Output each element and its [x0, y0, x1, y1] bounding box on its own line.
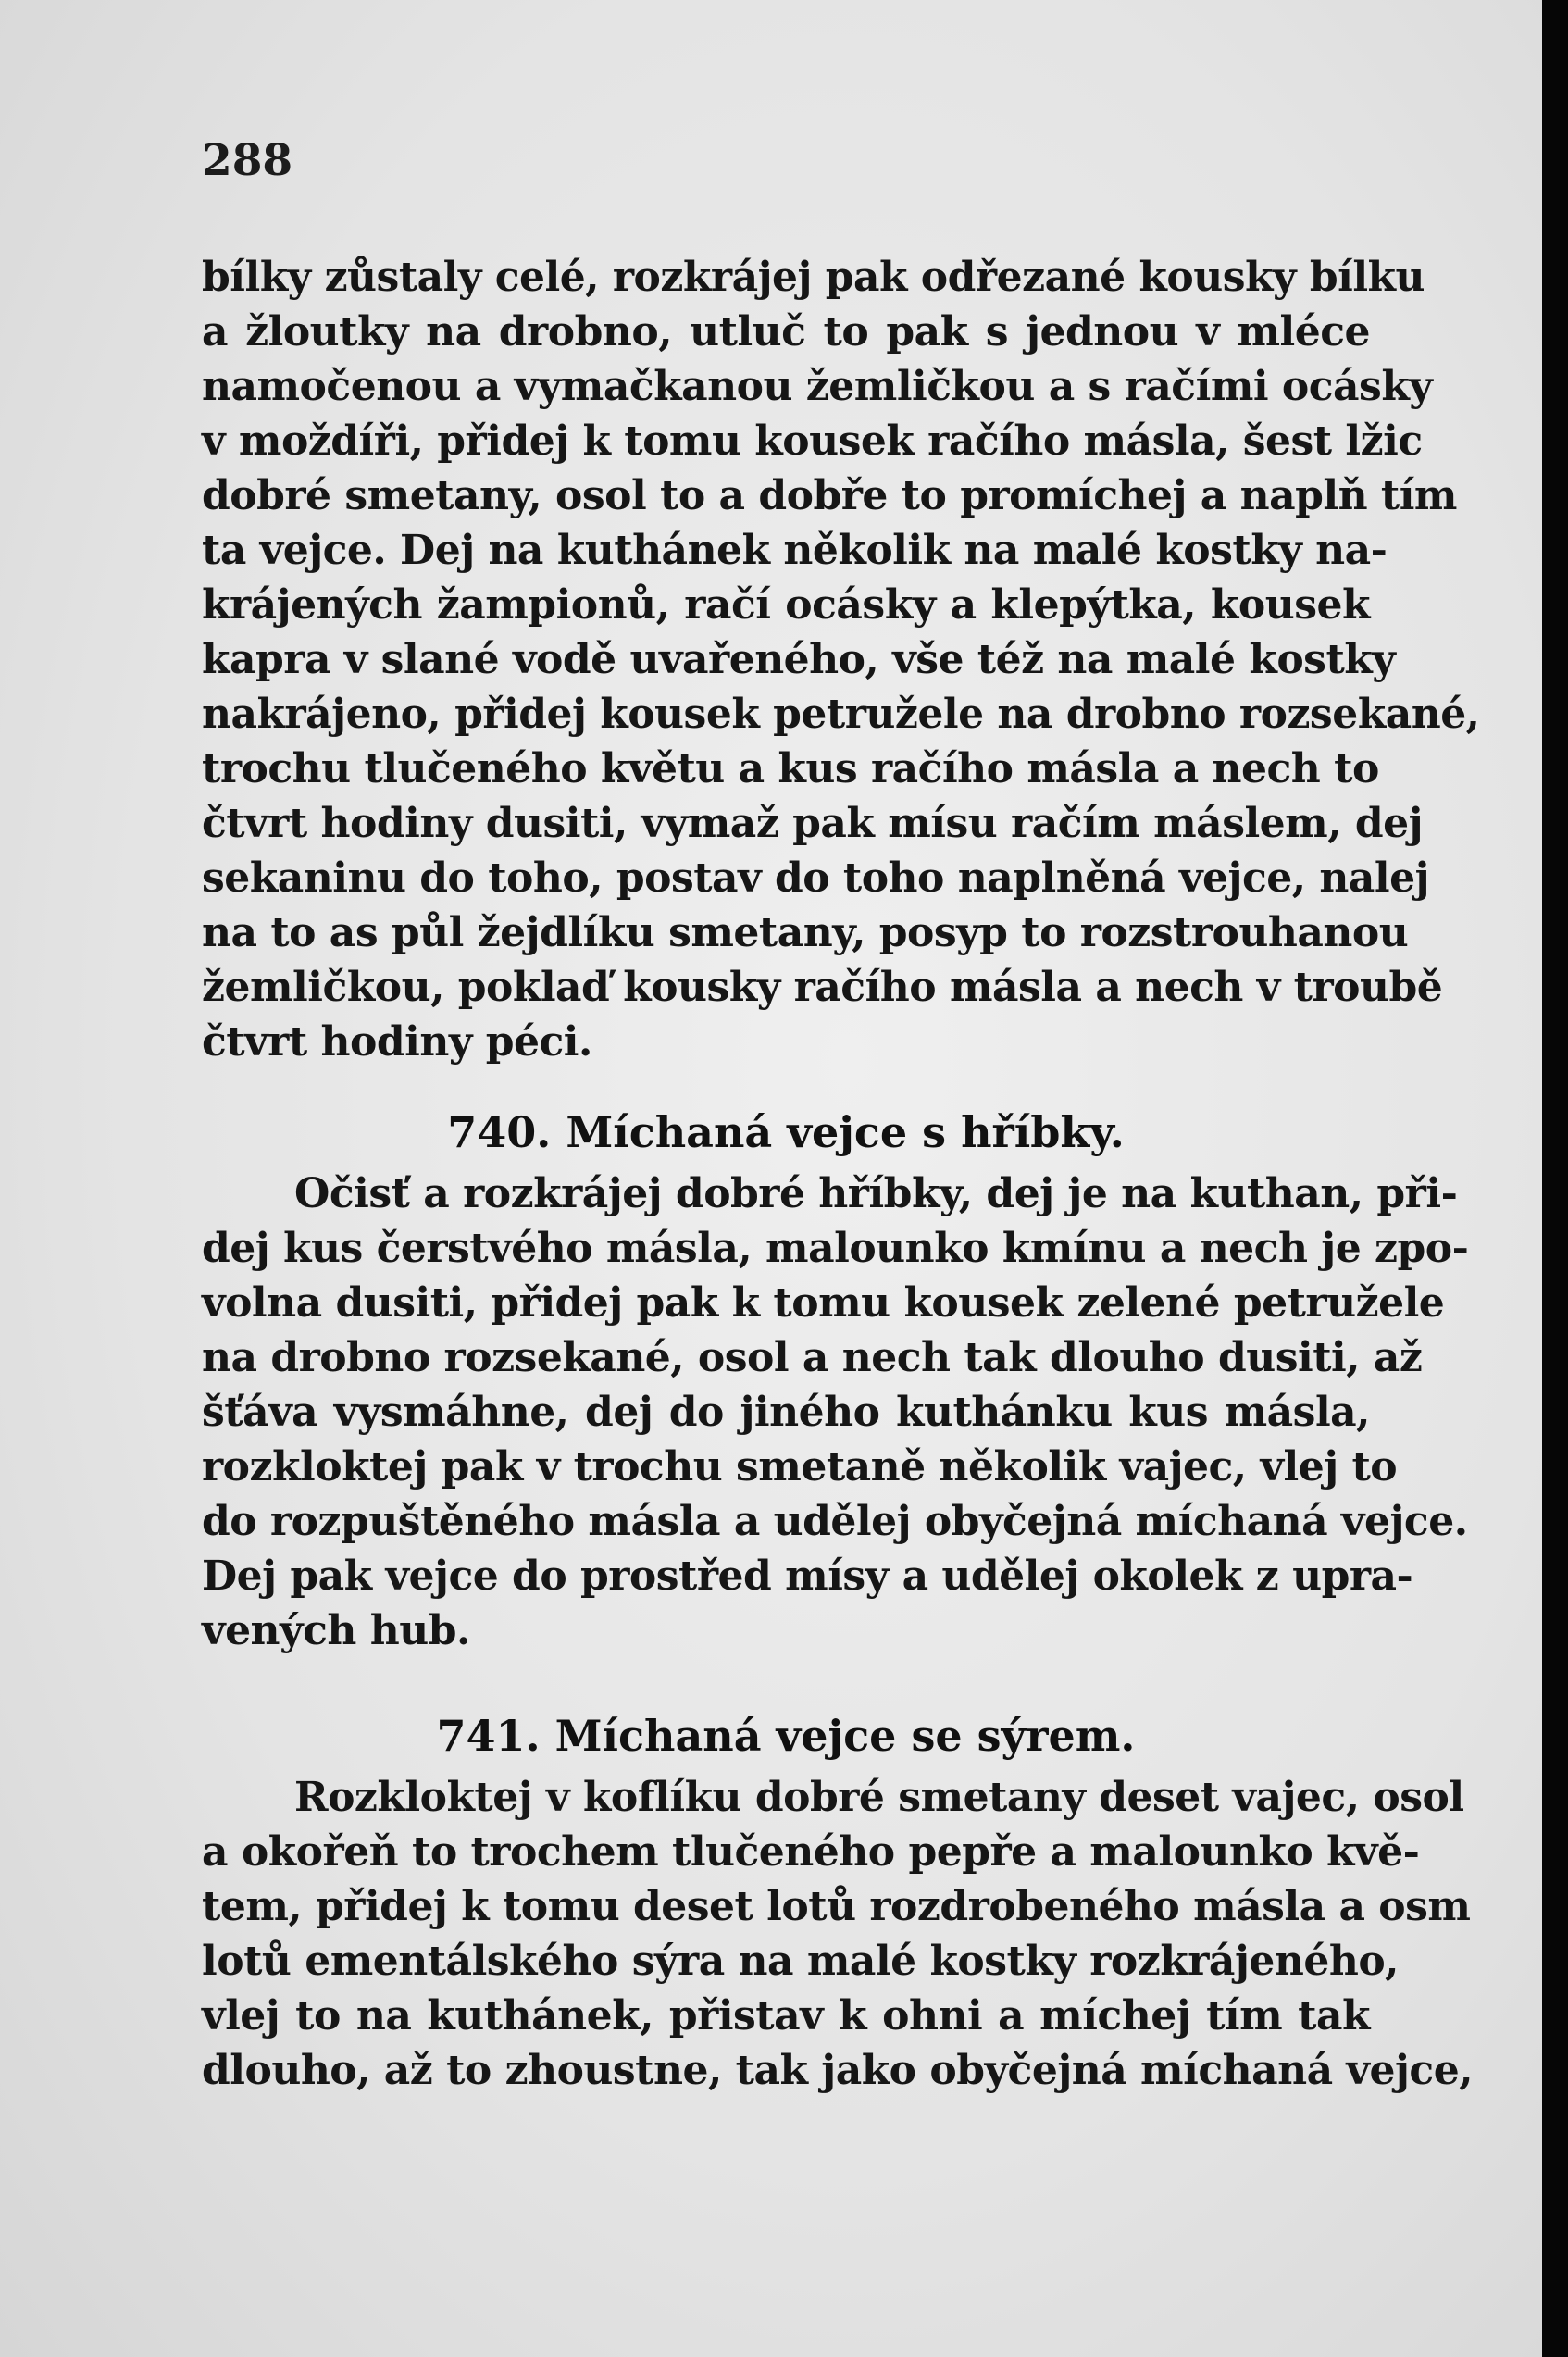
text-line: v moždíři, přidej k tomu kousek račího másla, šest lžic — [202, 418, 1423, 465]
text-line: trochu tlučeného květu a kus račího másla a nech to — [202, 745, 1379, 792]
text-line: sekaninu do toho, postav do toho naplněná vejce, nalej — [202, 854, 1430, 902]
text-line: dej kus čerstvého másla, malounko kmínu a nech je zpo- — [202, 1225, 1469, 1272]
recipe-741-heading: 741. Míchaná vejce se sýrem. — [436, 1711, 1136, 1761]
text-line: Dej pak vejce do prostřed mísy a udělej okolek z upra- — [202, 1553, 1413, 1600]
text-line: Rozkloktej v koflíku dobré smetany deset vajec, osol — [294, 1774, 1464, 1821]
text-line: dlouho, až to zhoustne, tak jako obyčejná míchaná vejce, — [202, 2047, 1474, 2094]
text-line: na to as půl žejdlíku smetany, posyp to rozstrouhanou — [202, 909, 1409, 956]
text-line: na drobno rozsekané, osol a nech tak dlouho dusiti, až — [202, 1334, 1423, 1381]
text-line: rozkloktej pak v trochu smetaně několik vajec, vlej to — [202, 1443, 1398, 1490]
text-line: ta vejce. Dej na kuthánek několik na malé kostky na- — [202, 527, 1388, 574]
text-line: lotů ementálského sýra na malé kostky rozkrájeného, — [202, 1938, 1399, 1985]
text-line: nakrájeno, přidej kousek petružele na drobno rozsekané, — [202, 691, 1480, 738]
text-line: kapra v slané vodě uvařeného, vše též na malé kostky — [202, 636, 1396, 683]
text-line: do rozpuštěného másla a udělej obyčejná míchaná vejce. — [202, 1498, 1468, 1545]
text-line: vených hub. — [202, 1607, 470, 1654]
text-line: čtvrt hodiny péci. — [202, 1018, 592, 1066]
text-line: bílky zůstaly celé, rozkrájej pak odřezané kousky bílku — [202, 254, 1425, 301]
text-line: a žloutky na drobno, utluč to pak s jednou v mléce — [202, 308, 1370, 355]
recipe-741-body — [202, 1770, 1474, 2098]
recipe-740-heading: 740. Míchaná vejce s hříbky. — [447, 1107, 1125, 1157]
recipe-740-body — [202, 1166, 1469, 1658]
page-number: 288 — [202, 135, 293, 186]
text-line: namočenou a vymačkanou žemličkou a s račími ocásky — [202, 363, 1433, 410]
text-line: šťáva vysmáhne, dej do jiného kuthánku kus másla, — [202, 1389, 1370, 1436]
paragraph-continued — [202, 250, 1480, 1069]
text-line: vlej to na kuthánek, přistav k ohni a míchej tím tak — [202, 1992, 1370, 2039]
text-line: a okořeň to trochem tlučeného pepře a malounko kvě- — [202, 1828, 1420, 1876]
text-line: volna dusiti, přidej pak k tomu kousek zelené petružele — [202, 1279, 1445, 1327]
text-line: čtvrt hodiny dusiti, vymaž pak mísu račím máslem, dej — [202, 800, 1424, 847]
text-line: dobré smetany, osol to a dobře to promíchej a naplň tím — [202, 472, 1457, 519]
text-line: krájených žampionů, račí ocásky a klepýtka, kousek — [202, 581, 1370, 629]
text-line: žemličkou, poklaď kousky račího másla a nech v troubě — [202, 964, 1443, 1011]
text-line: Očisť a rozkrájej dobré hříbky, dej je na kuthan, při- — [294, 1170, 1458, 1217]
text-line: tem, přidej k tomu deset lotů rozdrobeného másla a osm — [202, 1883, 1471, 1930]
scan-border — [1542, 0, 1568, 2357]
